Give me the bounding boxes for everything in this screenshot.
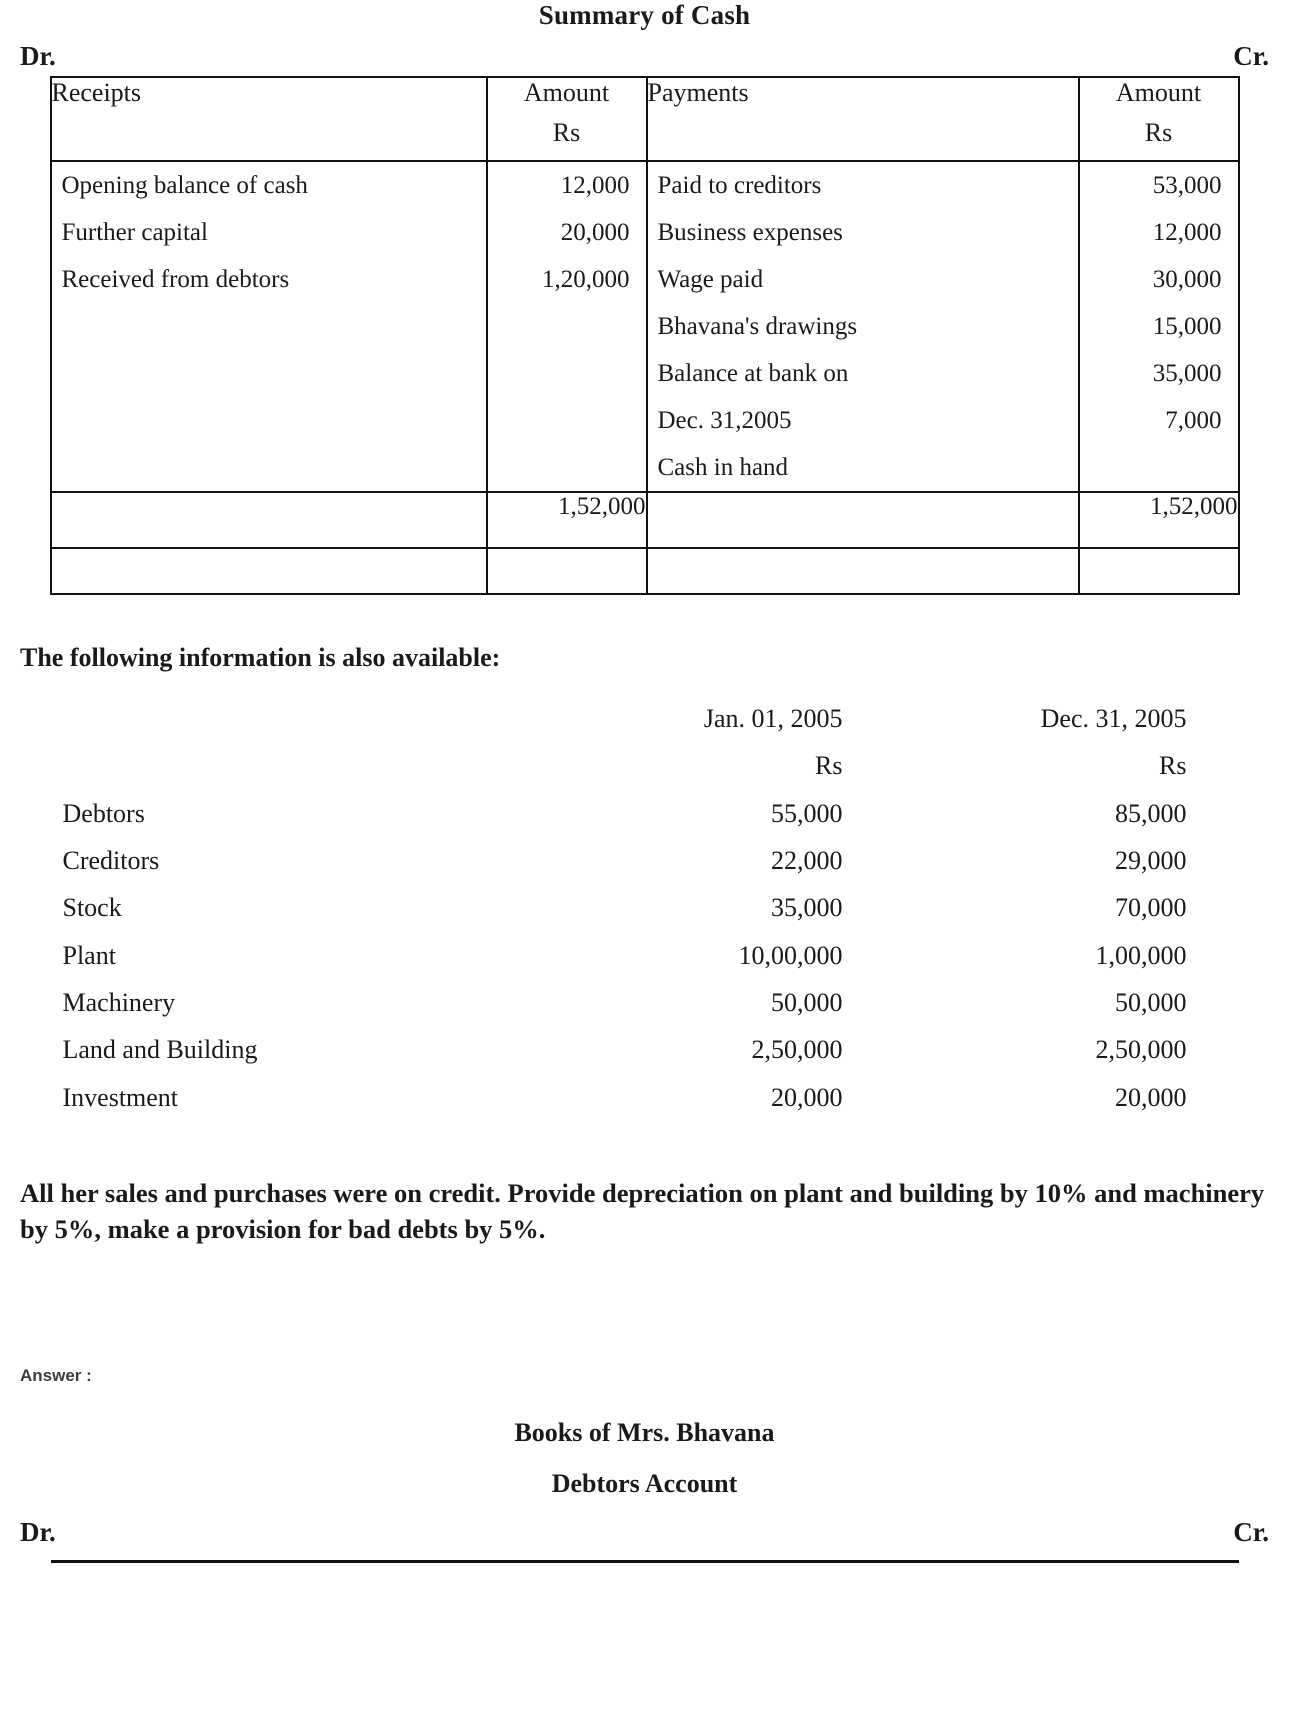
list-item: Received from debtors <box>61 266 290 293</box>
credit-label: Cr. <box>1233 41 1269 71</box>
info-item-value-dec: 1,00,000 <box>1095 940 1187 970</box>
currency-label: Rs <box>1144 118 1173 147</box>
info-item-value-jan: 2,50,000 <box>751 1035 843 1065</box>
answer-debit-credit-header <box>12 1497 1277 1546</box>
table-row <box>55 837 1235 884</box>
info-header-label <box>55 695 585 742</box>
table-body-row <box>51 161 1239 492</box>
list-item: Opening balance of cash <box>61 172 308 199</box>
info-item-value-dec: 2,50,000 <box>1095 1035 1187 1065</box>
list-item: Balance at bank on <box>657 360 849 387</box>
additional-information-table <box>55 695 1235 1121</box>
info-item-value-dec: 50,000 <box>1115 987 1187 1017</box>
list-item: 20,000 <box>560 219 630 246</box>
column-header-payments: Payments <box>647 77 1079 161</box>
info-header-date-2: Dec. 31, 2005 <box>1040 704 1187 733</box>
info-item-label: Debtors <box>62 798 145 828</box>
receipts-amount-cell <box>487 161 647 492</box>
answer-debit-label: Dr. <box>20 1516 56 1547</box>
summary-of-cash-table <box>50 76 1240 595</box>
currency-label: Rs <box>552 118 581 147</box>
amount-label: Amount <box>1115 78 1202 107</box>
info-item-label: Investment <box>62 1082 179 1112</box>
info-item-label: Machinery <box>62 987 176 1017</box>
list-item: 53,000 <box>1152 172 1222 199</box>
debit-credit-header <box>12 29 1277 76</box>
table-total-row <box>51 492 1239 548</box>
info-item-label: Plant <box>62 940 116 970</box>
list-item: 1,20,000 <box>542 266 630 293</box>
list-item: 30,000 <box>1152 266 1222 293</box>
info-item-value-jan: 10,00,000 <box>738 940 843 970</box>
table-tail-row <box>51 548 1239 594</box>
books-title: Books of Mrs. Bhavana <box>514 1417 775 1447</box>
info-item-label: Creditors <box>62 845 160 875</box>
info-item-value-jan: 22,000 <box>771 845 843 875</box>
table-row <box>55 884 1235 931</box>
debit-label: Dr. <box>20 41 56 71</box>
info-currency-spacer <box>55 742 585 789</box>
info-currency-1: Rs <box>815 751 843 781</box>
column-header-amount-payments <box>1079 77 1239 161</box>
info-item-label: Stock <box>62 893 122 923</box>
payments-total-cell: 1,52,000 <box>1079 492 1239 548</box>
table-row <box>55 979 1235 1026</box>
list-item: 7,000 <box>1165 407 1222 434</box>
total-spacer-receipts <box>51 492 487 548</box>
column-header-amount-receipts <box>487 77 647 161</box>
info-currency-header-row <box>55 742 1235 789</box>
amount-label: Amount <box>523 78 610 107</box>
account-title: Debtors Account <box>551 1468 738 1498</box>
receipts-total-cell: 1,52,000 <box>487 492 647 548</box>
table-row <box>55 1074 1235 1121</box>
list-item: 35,000 <box>1152 360 1222 387</box>
column-header-receipts: Receipts <box>51 77 487 161</box>
table-row <box>55 790 1235 837</box>
payments-particulars-cell <box>647 161 1079 492</box>
info-item-value-jan: 35,000 <box>771 893 843 923</box>
info-item-value-jan: 20,000 <box>771 1082 843 1112</box>
total-spacer-payments <box>647 492 1079 548</box>
info-date-header-row <box>55 695 1235 742</box>
info-currency-2: Rs <box>1159 751 1187 781</box>
info-item-label: Land and Building <box>62 1035 258 1065</box>
tail-cell-amount-receipts <box>487 548 647 594</box>
instructions-note: All her sales and purchases were on credit. Provide depreciation on plant and building by 10% and machinery by 5%, make a provision for bad debts by 5%. <box>20 1177 1265 1245</box>
tail-cell-receipts <box>51 548 487 594</box>
info-item-value-dec: 29,000 <box>1115 845 1187 875</box>
answer-credit-label: Cr. <box>1233 1516 1269 1547</box>
list-item: Paid to creditors <box>657 172 822 199</box>
additional-information-heading: The following information is also available: <box>20 643 501 672</box>
receipts-particulars-cell <box>51 161 487 492</box>
info-item-value-dec: 70,000 <box>1115 893 1187 923</box>
list-item: Cash in hand <box>657 454 789 481</box>
info-item-value-dec: 20,000 <box>1115 1082 1187 1112</box>
list-item: Dec. 31,2005 <box>657 407 792 434</box>
list-item: Bhavana's drawings <box>657 313 858 340</box>
tail-cell-payments <box>647 548 1079 594</box>
list-item: 15,000 <box>1152 313 1222 340</box>
list-item: Business expenses <box>657 219 843 246</box>
page-title: Summary of Cash <box>538 0 751 30</box>
tail-cell-amount-payments <box>1079 548 1239 594</box>
info-item-value-dec: 85,000 <box>1115 798 1187 828</box>
table-row <box>55 932 1235 979</box>
answer-label: Answer : <box>20 1365 92 1385</box>
list-item: Wage paid <box>657 266 764 293</box>
table-header-row <box>51 77 1239 161</box>
info-item-value-jan: 55,000 <box>771 798 843 828</box>
payments-amount-cell <box>1079 161 1239 492</box>
info-item-value-jan: 50,000 <box>771 987 843 1017</box>
list-item: 12,000 <box>1152 219 1222 246</box>
list-item: 12,000 <box>560 172 630 199</box>
list-item: Further capital <box>61 219 208 246</box>
answer-table-top-border <box>51 1560 1239 1563</box>
table-row <box>55 1026 1235 1073</box>
info-header-date-1: Jan. 01, 2005 <box>703 704 843 733</box>
